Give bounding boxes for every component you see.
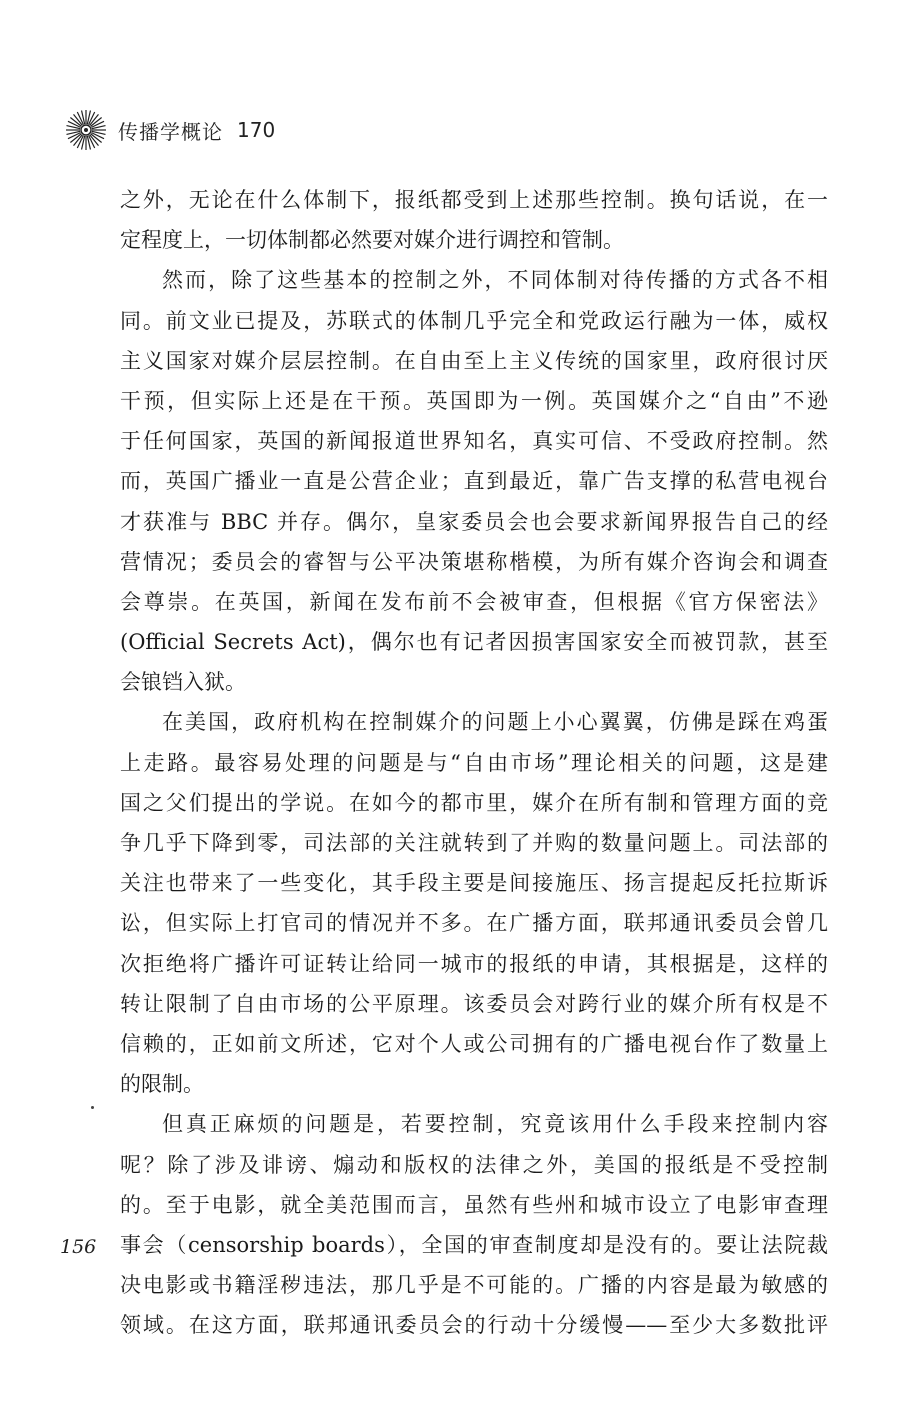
text-line: 营情况；委员会的睿智与公平决策堪称楷模，为所有媒介咨询会和调查: [120, 549, 828, 574]
paragraph: [120, 702, 828, 1104]
paragraph: [120, 1104, 828, 1345]
text-line: 在美国，政府机构在控制媒介的问题上小心翼翼，仿佛是踩在鸡蛋: [162, 710, 828, 735]
text-line: 干预，但实际上还是在干预。英国即为一例。英国媒介之“自由”不逊: [120, 388, 828, 413]
text-line: 国之父们提出的学说。在如今的都市里，媒介在所有制和管理方面的竞: [120, 790, 828, 815]
text-line: 事会（censorship boards），全国的审查制度却是没有的。要让法院裁: [120, 1232, 828, 1257]
text-line: 关注也带来了一些变化，其手段主要是间接施压、扬言提起反托拉斯诉: [120, 871, 828, 896]
text-line: 上走路。最容易处理的问题是与“自由市场”理论相关的问题，这是建: [120, 750, 828, 775]
text-line: 转让限制了自由市场的公平原理。该委员会对跨行业的媒介所有权是不: [120, 991, 828, 1016]
text-line: 会锒铛入狱。: [120, 670, 246, 695]
text-line: 信赖的，正如前文所述，它对个人或公司拥有的广播电视台作了数量上: [120, 1031, 828, 1056]
text-line: 同。前文业已提及，苏联式的体制几乎完全和党政运行融为一体，威权: [120, 308, 828, 333]
text-line: 而，英国广播业一直是公营企业；直到最近，靠广告支撑的私营电视台: [120, 469, 828, 494]
text-line: 讼，但实际上打官司的情况并不多。在广播方面，联邦通讯委员会曾几: [120, 911, 828, 936]
text-line: 会尊崇。在英国，新闻在发布前不会被审查，但根据《官方保密法》: [120, 589, 828, 614]
text-line: 主义国家对媒介层层控制。在自由至上主义传统的国家里，政府很讨厌: [120, 348, 828, 373]
text-line: 定程度上，一切体制都必然要对媒介进行调控和管制。: [120, 228, 624, 253]
text-line: 的限制。: [120, 1072, 204, 1097]
text-line: 次拒绝将广播许可证转让给同一城市的报纸的申请，其根据是，这样的: [120, 951, 828, 976]
body-text: [120, 180, 828, 1345]
running-header: [64, 106, 275, 154]
text-line: 争几乎下降到零，司法部的关注就转到了并购的数量问题上。司法部的: [120, 831, 828, 855]
text-line: 但真正麻烦的问题是，若要控制，究竟该用什么手段来控制内容: [162, 1112, 828, 1137]
chrysanthemum-ornament-icon: [64, 108, 108, 152]
text-line: 决电影或书籍淫秽违法，那几乎是不可能的。广播的内容是最为敏感的: [120, 1273, 828, 1298]
scan-speck: [91, 1106, 94, 1109]
page-number: 170: [237, 118, 276, 142]
text-line: (Official Secrets Act)，偶尔也有记者因损害国家安全而被罚款，甚至: [120, 630, 828, 655]
text-line: 才获准与 BBC 并存。偶尔，皇家委员会也会要求新闻界报告自己的经: [120, 509, 828, 534]
text-line: 呢？除了涉及诽谤、煽动和版权的法律之外，美国的报纸是不受控制: [120, 1152, 828, 1177]
text-line: 领域。在这方面，联邦通讯委员会的行动十分缓慢——至少大多数批评: [120, 1313, 828, 1338]
text-line: 的。至于电影，就全美范围而言，虽然有些州和城市设立了电影审查理: [120, 1192, 828, 1217]
paragraph: [120, 180, 828, 260]
margin-page-number: 156: [60, 1236, 97, 1258]
paragraph: [120, 260, 828, 702]
book-title: 传播学概论: [118, 119, 223, 144]
text-line: 之外，无论在什么体制下，报纸都受到上述那些控制。换句话说，在一: [120, 188, 828, 212]
text-line: 于任何国家，英国的新闻报道世界知名，真实可信、不受政府控制。然: [120, 429, 828, 454]
text-line: 然而，除了这些基本的控制之外，不同体制对待传播的方式各不相: [162, 268, 828, 293]
